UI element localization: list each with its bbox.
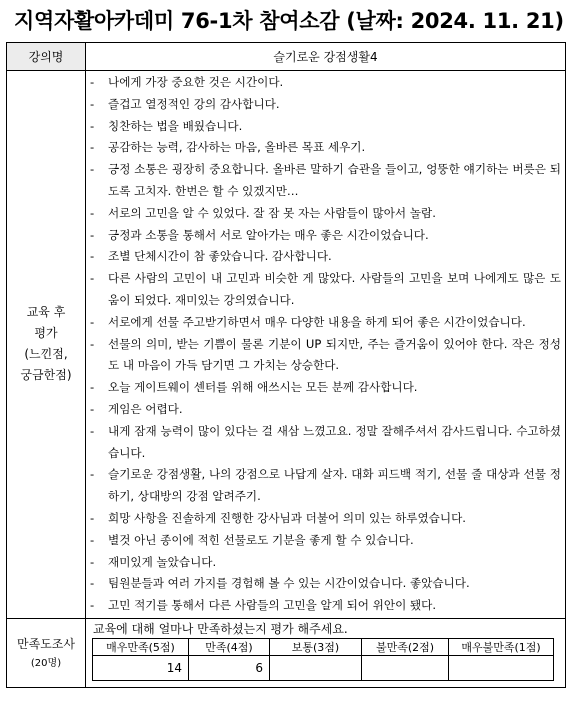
evaluation-label-line: 평가	[34, 326, 58, 341]
bullet-dash: -	[90, 162, 95, 177]
feedback-item	[90, 268, 561, 312]
bullet-dash: -	[90, 598, 95, 613]
satisfaction-question: 교육에 대해 얼마나 만족하셨는지 평가 해주세요.	[93, 621, 348, 636]
page-title: 지역자활아카데미 76-1차 참여소감 (날짜: 2024. 11. 21)	[14, 9, 564, 33]
feedback-text: 고민 적기를 통해서 다른 사람들의 고민을 알게 되어 위안이 됐다.	[108, 598, 437, 613]
bullet-dash: -	[90, 118, 95, 133]
feedback-text: 내게 잠재 능력이 많이 있다는 걸 새삼 느꼈고요. 정말 잘해주셔서 감사드립니다. 수고하셨습니다.	[108, 423, 561, 460]
feedback-item	[90, 246, 561, 268]
feedback-item	[90, 595, 561, 617]
satisfaction-column-header: 만족(4점)	[189, 638, 270, 655]
satisfaction-column-header: 매우불만족(1점)	[449, 638, 554, 655]
lecture-name-row	[7, 43, 566, 71]
feedback-text: 즐겁고 열정적인 강의 감사합니다.	[108, 96, 280, 111]
satisfaction-content	[86, 618, 566, 687]
feedback-text: 서로에게 선물 주고받기하면서 매우 다양한 내용을 하게 되어 좋은 시간이었습니다.	[108, 314, 526, 329]
feedback-item	[90, 159, 561, 203]
evaluation-row	[7, 71, 566, 619]
feedback-item	[90, 137, 561, 159]
lecture-name-label: 강의명	[7, 43, 86, 71]
bullet-dash: -	[90, 510, 95, 525]
feedback-item	[90, 508, 561, 530]
feedback-text: 희망 사항을 진솔하게 진행한 강사님과 더불어 의미 있는 하루였습니다.	[108, 510, 466, 525]
feedback-item	[90, 530, 561, 552]
bullet-dash: -	[90, 75, 95, 89]
satisfaction-value-cell	[362, 655, 449, 680]
feedback-text: 나에게 가장 중요한 것은 시간이다.	[108, 75, 284, 89]
evaluation-label-line: 교육 후	[26, 305, 66, 320]
satisfaction-value-cell: 14	[93, 655, 189, 680]
satisfaction-value-cell	[270, 655, 362, 680]
bullet-dash: -	[90, 271, 95, 286]
satisfaction-value-cell: 6	[189, 655, 270, 680]
feedback-item	[90, 94, 561, 116]
feedback-text: 조별 단체시간이 참 좋았습니다. 감사합니다.	[108, 249, 332, 264]
satisfaction-column-header: 불만족(2점)	[362, 638, 449, 655]
feedback-item	[90, 552, 561, 574]
survey-table	[6, 42, 566, 688]
evaluation-label-line: (느낀점,	[24, 347, 68, 362]
bullet-dash: -	[90, 314, 95, 329]
feedback-text: 게임은 어렵다.	[108, 401, 183, 416]
feedback-text: 선물의 의미, 받는 기쁨이 물론 기분이 UP 되지만, 주는 즐거움이 있어야 한다. 작은 정성도 내 마음이 가득 담기면 그 가치는 상승한다.	[108, 336, 561, 373]
feedback-item	[90, 464, 561, 508]
bullet-dash: -	[90, 140, 95, 155]
satisfaction-row	[7, 618, 566, 687]
feedback-item	[90, 421, 561, 465]
evaluation-label-line: 궁금한점)	[20, 368, 72, 383]
feedback-text: 별것 아닌 종이에 적힌 선물로도 기분을 좋게 할 수 있습니다.	[108, 532, 414, 547]
feedback-item	[90, 225, 561, 247]
bullet-dash: -	[90, 249, 95, 264]
bullet-dash: -	[90, 401, 95, 416]
bullet-dash: -	[90, 96, 95, 111]
feedback-item	[90, 203, 561, 225]
feedback-item	[90, 377, 561, 399]
satisfaction-values-row	[93, 655, 554, 680]
feedback-item	[90, 312, 561, 334]
bullet-dash: -	[90, 467, 95, 482]
bullet-dash: -	[90, 576, 95, 591]
bullet-dash: -	[90, 205, 95, 220]
satisfaction-column-header: 보통(3점)	[270, 638, 362, 655]
feedback-text: 오늘 게이트웨이 센터를 위해 애쓰시는 모든 분께 감사합니다.	[108, 380, 418, 395]
bullet-dash: -	[90, 336, 95, 351]
satisfaction-label-cell	[7, 618, 86, 687]
bullet-dash: -	[90, 380, 95, 395]
feedback-text: 팀원분들과 여러 가지를 경험해 볼 수 있는 시간이었습니다. 좋았습니다.	[108, 576, 470, 591]
feedback-text: 다른 사람의 고민이 내 고민과 비슷한 게 많았다. 사람들의 고민을 보며 나에게도 많은 도움이 되었다. 재미있는 강의였습니다.	[108, 271, 561, 307]
satisfaction-value-cell	[449, 655, 554, 680]
bullet-dash: -	[90, 554, 95, 569]
satisfaction-column-header: 매우만족(5점)	[93, 638, 189, 655]
feedback-list	[90, 72, 561, 617]
evaluation-label	[7, 71, 86, 619]
feedback-text: 서로의 고민을 알 수 있었다. 잘 잠 못 자는 사람들이 많아서 놀람.	[108, 205, 436, 220]
feedback-text: 긍정과 소통을 통해서 서로 알아가는 매우 좋은 시간이었습니다.	[108, 227, 429, 242]
satisfaction-header-row	[93, 638, 554, 655]
bullet-dash: -	[90, 423, 95, 438]
bullet-dash: -	[90, 532, 95, 547]
feedback-text: 공감하는 능력, 감사하는 마음, 올바른 목표 세우기.	[108, 140, 366, 155]
feedback-text: 칭찬하는 법을 배웠습니다.	[108, 118, 243, 133]
feedback-text: 슬기로운 강점생활, 나의 강점으로 나답게 살자. 대화 피드백 적기, 선물 줄 대상과 선물 정하기, 상대방의 강점 알려주기.	[108, 467, 561, 504]
feedback-item	[90, 116, 561, 138]
feedback-item	[90, 334, 561, 378]
lecture-name-value: 슬기로운 강점생활4	[86, 43, 566, 71]
feedback-text: 긍정 소통은 굉장히 중요합니다. 올바른 말하기 습관을 들이고, 엉뚱한 얘기하는 버릇은 되도록 고치자. 한번은 할 수 있겠지만…	[108, 162, 561, 198]
evaluation-content	[86, 71, 566, 619]
feedback-item	[90, 399, 561, 421]
bullet-dash: -	[90, 227, 95, 242]
satisfaction-table	[92, 638, 554, 681]
feedback-item	[90, 573, 561, 595]
respondent-count: (20명)	[30, 658, 62, 670]
satisfaction-label: 만족도조사	[17, 637, 75, 652]
feedback-text: 재미있게 놀았습니다.	[108, 554, 217, 569]
feedback-item	[90, 72, 561, 94]
